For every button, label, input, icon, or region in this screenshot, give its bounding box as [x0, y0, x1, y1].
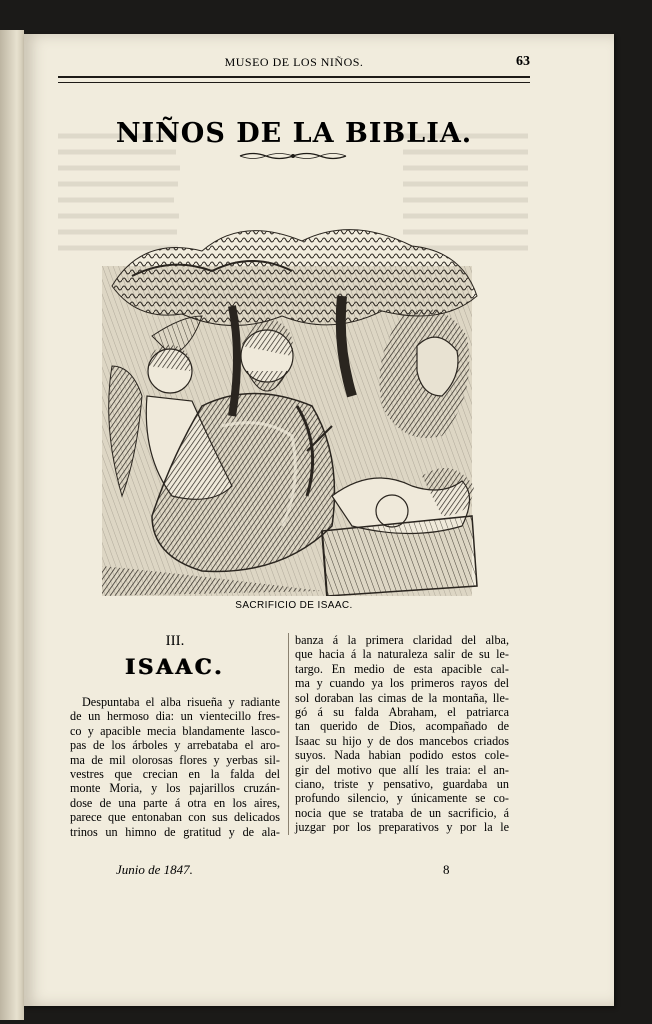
- text-line: gó á su falda Abraham, el patriarca: [295, 705, 509, 720]
- text-line: ciano, triste y pensativo, guardaba un: [295, 777, 509, 792]
- header-double-rule: [58, 76, 530, 83]
- text-line: vestres que crecian en la falda del: [70, 767, 280, 782]
- running-title: MUSEO DE LOS NIÑOS.: [224, 55, 364, 69]
- page-number: 63: [516, 54, 530, 69]
- text-line: Isaac su hijo y de dos mancebos criados: [295, 733, 509, 748]
- text-line: suyos. Nada habian podido estos cole-: [295, 748, 509, 763]
- text-line: ma de mil olorosas flores y yerbas sil-: [70, 752, 280, 767]
- text-line: parece que entonaban con sus delicados: [70, 810, 280, 825]
- illustration-caption: SACRIFICIO DE ISAAC.: [235, 600, 353, 611]
- text-line: de un hermoso dia: un vientecillo fres-: [70, 709, 280, 724]
- signature-mark: 8: [443, 862, 450, 877]
- issue-date: Junio de 1847.: [116, 862, 193, 877]
- engraving-abraham-angel-isaac-icon: [82, 196, 482, 596]
- text-line: sol doraban las cimas de la montaña, lle-: [295, 690, 509, 705]
- ornamental-divider-icon: [238, 151, 348, 161]
- text-line: trinos un himno de gratitud y de ala-: [70, 824, 280, 839]
- running-header: [58, 52, 530, 76]
- text-line: que hacia á la naturaleza salir de su le-: [295, 647, 509, 662]
- text-line: profundo silencio, y únicamente se co-: [295, 791, 509, 806]
- left-column: [70, 633, 280, 839]
- section-title: NIÑOS DE LA BIBLIA.: [115, 118, 473, 149]
- text-line: dose de una parte á otra en los aires,: [70, 795, 280, 810]
- text-line: monte Moria, y los pajarillos cruzán-: [70, 781, 280, 796]
- chapter-name: ISAAC.: [125, 654, 225, 679]
- facing-page-edge: [0, 30, 24, 1020]
- right-column: [288, 633, 509, 835]
- text-line: co y apacible mecia blandamente lasco-: [70, 723, 280, 738]
- chapter-number: III.: [165, 633, 185, 649]
- text-line: targo. En medio de esta apacible cal-: [295, 661, 509, 676]
- text-line: gir del motivo que allí les traia: el an-: [295, 762, 509, 777]
- text-line: ma y cuando ya los primeros rayos del: [295, 676, 509, 691]
- text-line: juzgar por los preparativos y por la le: [295, 820, 509, 835]
- text-line: banza á la primera claridad del alba,: [295, 633, 509, 647]
- text-line: nocia que se trataba de un sacrificio, á: [295, 805, 509, 820]
- text-line: tan querido de Dios, acompañado de: [295, 719, 509, 734]
- text-line: Despuntaba el alba risueña y radiante: [82, 695, 280, 709]
- text-line: pas de los árboles y arrebataba el aro-: [70, 738, 280, 753]
